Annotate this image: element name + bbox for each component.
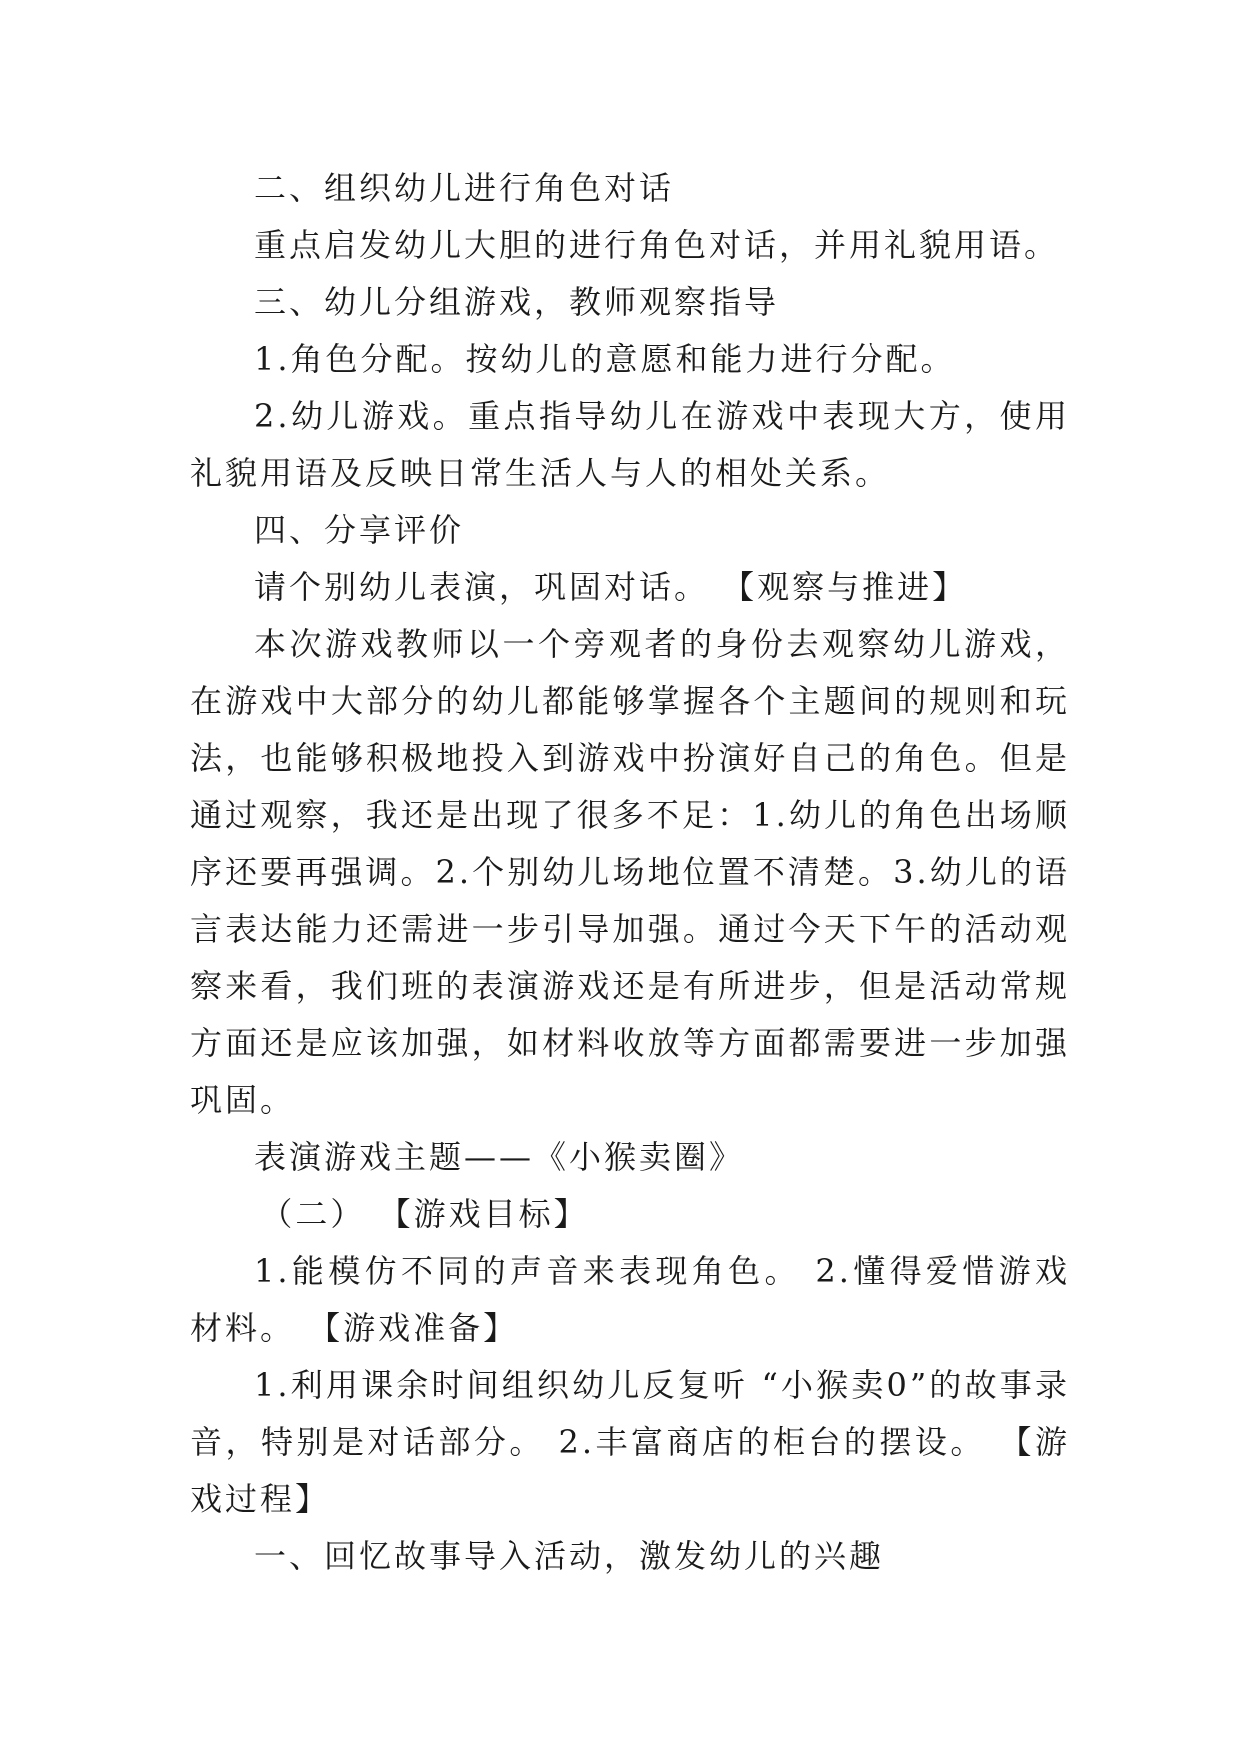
list-item-child-game: 2.幼儿游戏。重点指导幼儿在游戏中表现大方，使用礼貌用语及反映日常生活人与人的相处关系。 xyxy=(190,397,1070,492)
heading-share-evaluation: 四、分享评价 xyxy=(254,511,465,549)
paragraph-goals-list: 1.能模仿不同的声音来表现角色。 2.懂得爱惜游戏材料。 【游戏准备】 xyxy=(190,1252,1070,1347)
list-item-role-assignment: 1.角色分配。按幼儿的意愿和能力进行分配。 xyxy=(254,340,956,378)
paragraph-dialogue-focus: 重点启发幼儿大胆的进行角色对话，并用礼貌用语。 xyxy=(254,226,1060,264)
paragraph-performance: 请个别幼儿表演，巩固对话。 【观察与推进】 xyxy=(254,568,968,606)
document-body xyxy=(190,160,1070,1585)
heading-game-goals: （二） 【游戏目标】 xyxy=(260,1195,589,1233)
heading-game-theme: 表演游戏主题——《小猴卖圈》 xyxy=(254,1138,745,1176)
heading-recall-story: 一、回忆故事导入活动，激发幼儿的兴趣 xyxy=(254,1537,885,1575)
heading-group-game: 三、幼儿分组游戏，教师观察指导 xyxy=(254,283,780,321)
paragraph-observation: 本次游戏教师以一个旁观者的身份去观察幼儿游戏，在游戏中大部分的幼儿都能够掌握各个主题间的规则和玩法，也能够积极地投入到游戏中扮演好自己的角色。但是通过观察，我还是出现了很多不足：1.幼儿的角色出场顺序还要再强调。2.个别幼儿场地位置不清楚。3.幼儿的语言表达能力还需进一步引导加强。通过今天下午的活动观察来看，我们班的表演游戏还是有所进步，但是活动常规方面还是应该加强，如材料收放等方面都需要进一步加强巩固。 xyxy=(190,625,1070,1119)
heading-role-dialogue: 二、组织幼儿进行角色对话 xyxy=(254,169,675,207)
paragraph-preparation-list: 1.利用课余时间组织幼儿反复听 “小猴卖0”的故事录音，特别是对话部分。 2.丰富商店的柜台的摆设。 【游戏过程】 xyxy=(190,1366,1070,1518)
